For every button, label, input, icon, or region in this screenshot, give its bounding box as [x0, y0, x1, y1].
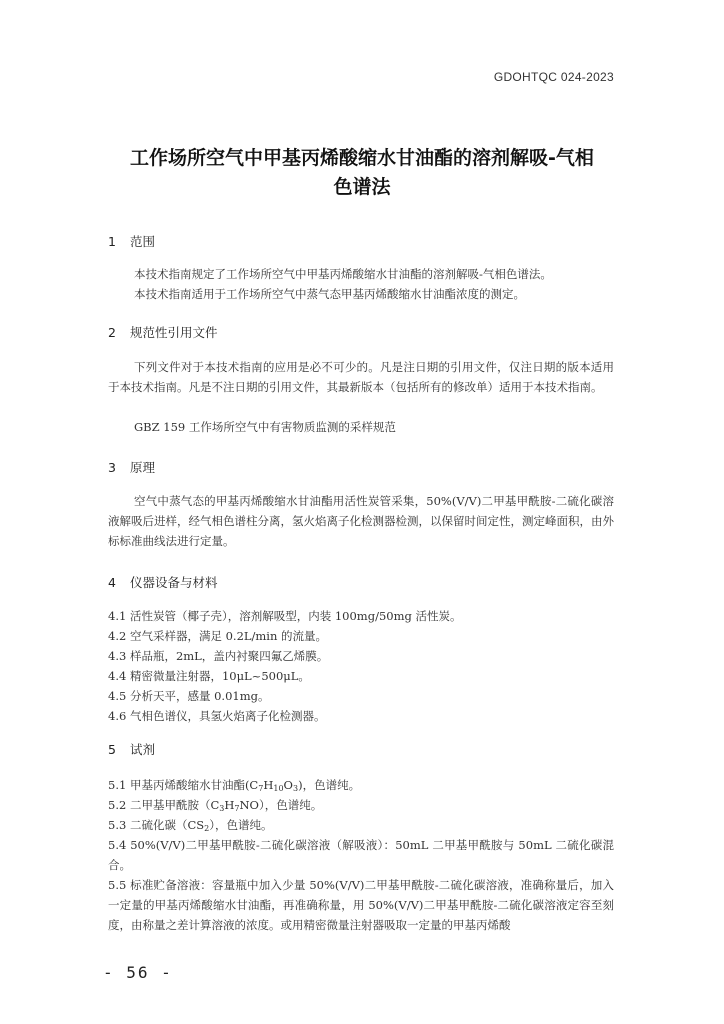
section-2-reference: GBZ 159 工作场所空气中有害物质监测的采样规范 — [134, 420, 396, 434]
section-title: 仪器设备与材料 — [130, 575, 218, 590]
page-number: - 56 - — [103, 963, 173, 982]
section-title: 试剂 — [130, 742, 156, 757]
section-title: 规范性引用文件 — [130, 325, 218, 340]
section-number: 1 — [108, 234, 116, 249]
list-item: 5.1 甲基丙烯酸缩水甘油酯$(C_7H_{10}O_3)$，色谱纯。 — [108, 778, 361, 793]
section-2-heading — [108, 323, 218, 341]
title-line-1: 工作场所空气中甲基丙烯酸缩水甘油酯的溶剂解吸-气相 — [130, 147, 594, 169]
list-item: 5.5 标准贮备溶液：容量瓶中加入少量 50%(V/V)二甲基甲酰胺-二硫化碳溶液，准确称量后，加入一定量的甲基丙烯酸缩水甘油酯，再准确称量，用 50%(V/V)二甲基甲酰胺-二硫化碳溶液定容至刻度，由称量之差计算溶液的浓度。或用精密微量注射器吸取一定量的甲基丙烯酸 — [108, 878, 614, 932]
section-number: 2 — [108, 325, 116, 340]
section-4-heading — [108, 573, 218, 591]
list-item: 5.3 二硫化碳$(CS_2)$，色谱纯。 — [108, 818, 273, 833]
section-1-para-2: 本技术指南适用于工作场所空气中蒸气态甲基丙烯酸缩水甘油酯浓度的测定。 — [134, 287, 525, 301]
section-5-heading — [108, 740, 155, 758]
section-number: 4 — [108, 575, 116, 590]
list-item: 4.3 样品瓶，2mL，盖内衬聚四氟乙烯膜。 — [108, 649, 329, 663]
list-item: 4.1 活性炭管（椰子壳），溶剂解吸型，内装 100mg/50mg 活性炭。 — [108, 609, 462, 623]
section-number: 3 — [108, 460, 116, 475]
title-line-2: 色谱法 — [333, 176, 391, 198]
section-4-list — [108, 606, 614, 726]
section-3-heading — [108, 458, 155, 476]
section-2-para-1: 下列文件对于本技术指南的应用是必不可少的。凡是注日期的引用文件，仅注日期的版本适用于本技术指南。凡是不注日期的引用文件，其最新版本（包括所有的修改单）适用于本技术指南。 — [108, 360, 614, 394]
section-number: 5 — [108, 742, 116, 757]
list-item: 4.4 精密微量注射器，10μL~500μL。 — [108, 669, 310, 683]
section-3-para-1: 空气中蒸气态的甲基丙烯酸缩水甘油酯用活性炭管采集，50%(V/V)二甲基甲酰胺-二硫化碳溶液解吸后进样，经气相色谱柱分离，氢火焰离子化检测器检测，以保留时间定性，测定峰面积，由外标标准曲线法进行定量。 — [108, 494, 614, 548]
section-1-heading — [108, 232, 155, 250]
list-item: 5.2 二甲基甲酰胺$(C_3H_7NO)$，色谱纯。 — [108, 798, 323, 813]
section-1-para-1: 本技术指南规定了工作场所空气中甲基丙烯酸缩水甘油酯的溶剂解吸-气相色谱法。 — [134, 267, 552, 281]
list-item: 5.4 50%(V/V)二甲基甲酰胺-二硫化碳溶液（解吸液）：50mL 二甲基甲酰胺与 50mL 二硫化碳混合。 — [108, 838, 614, 872]
section-title: 范围 — [130, 234, 156, 249]
list-item: 4.5 分析天平，感量 0.01mg。 — [108, 689, 270, 703]
section-5-list — [108, 775, 614, 935]
document-title — [100, 144, 624, 202]
list-item: 4.6 气相色谱仪，具氢火焰离子化检测器。 — [108, 709, 326, 723]
section-title: 原理 — [130, 460, 156, 475]
document-code: GDOHTQC 024-2023 — [493, 70, 614, 84]
list-item: 4.2 空气采样器，满足 0.2L/min 的流量。 — [108, 629, 328, 643]
